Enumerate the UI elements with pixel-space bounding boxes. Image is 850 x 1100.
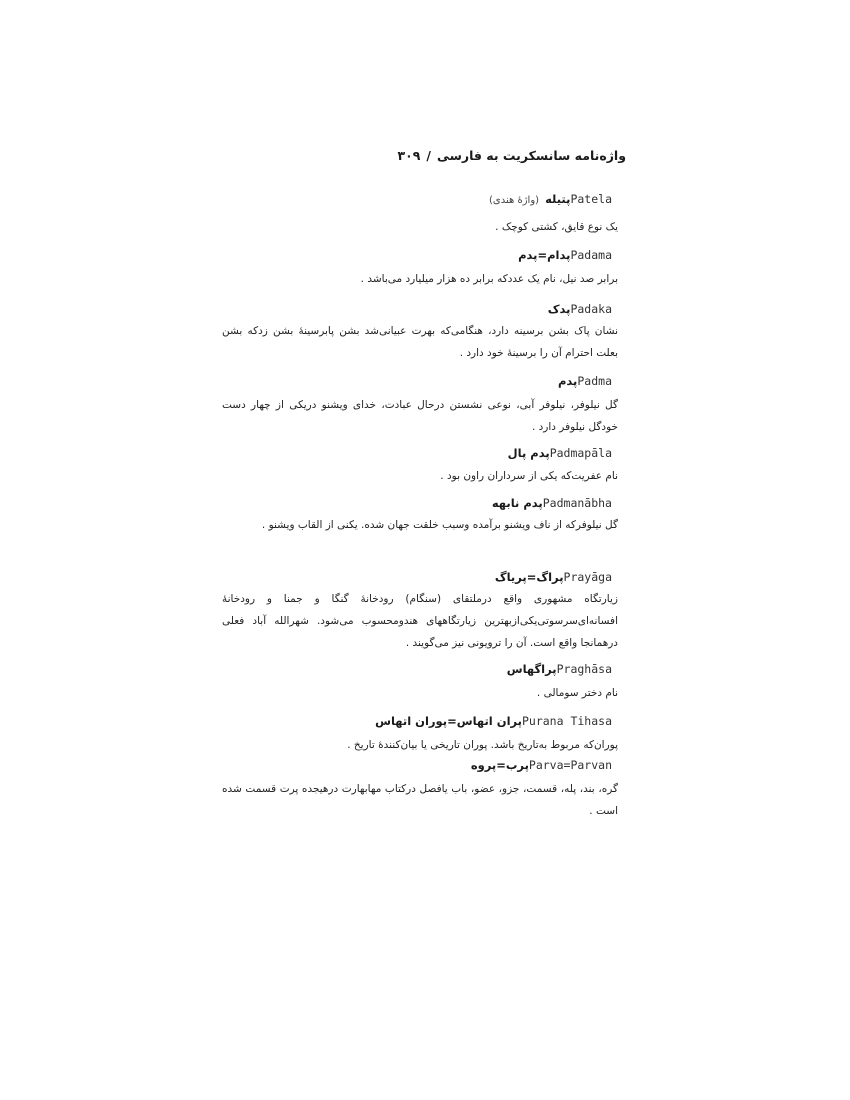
entry-definition: گل نیلوفرکه از ناف ویشنو برآمده وسبب خلقت جهان شده. یکنی از القاب ویشنو . (261, 519, 618, 531)
entry-headword: پدام=پدم (518, 248, 571, 262)
entry-definition: یک نوع قایق، کشتی کوچک . (495, 221, 618, 233)
entry-headword: پراگ=پریاگ (494, 570, 564, 584)
entry-headword: پران اتهاس=پوران اتهاس (375, 714, 522, 728)
book-title: واژه‌نامه سانسکریت به فارسی (436, 148, 626, 163)
entry-note: (واژهٔ هندی) (489, 195, 540, 206)
entry-headword-line (495, 568, 626, 586)
entry-headword-line (471, 756, 626, 774)
entry-latin: Padaka (570, 302, 612, 316)
entry-definition: برابر صد نیل، نام یک عددکه برابر ده هزار میلیارد می‌باشد . (360, 273, 618, 285)
entry-headword-line (489, 190, 626, 208)
entry-headword: پتیله (545, 192, 571, 206)
entry-definition: گل نیلوفر، نیلوفر آبی، نوعی نشستن درحال عبادت، خدای ویشنو دریکی از چهار دست خودگل نیلوفر دارد . (222, 399, 618, 433)
entry-headword-line (492, 494, 626, 512)
header-separator: / (426, 148, 431, 163)
entry-headword-line (518, 246, 626, 264)
entry-latin: Parva=Parvan (528, 758, 612, 772)
entry-headword: پدک (547, 302, 571, 316)
entry-definition: گره، بند، پله، قسمت، جزو، عضو، باب یافصل درکتاب مهابهارت درهیجده پرت قسمت شده است . (222, 783, 618, 817)
entry-definition: نام دختر سومالی . (536, 687, 618, 699)
entry-latin: Padma (577, 374, 612, 388)
entry-headword-line (508, 444, 626, 462)
entry-definition: نشان پاک بشن برسینه دارد، هنگامی‌که بهرت عبیانی‌شد بشن پابرسینهٔ بشن زدکه بشن بعلت احترام آن را برسینهٔ خود دارد . (222, 325, 618, 359)
running-header (228, 148, 626, 170)
entry-definition: پوران‌که مربوط به‌تاریخ باشد. پوران تاریخی یا بیان‌کنندهٔ تاریخ . (347, 739, 618, 751)
entry-headword: پرب=پروه (470, 758, 529, 772)
entry-headword-line (375, 712, 626, 730)
entry-headword: پدم (557, 374, 578, 388)
entry-definition: زیارتگاه مشهوری واقع درملتقای (سنگام) رودخانهٔ گنگا و جمنا و رودخانهٔ افسانه‌ای‌سرسوتی‌یکی‌ازبهترین زیارتگاههای هندومحسوب می‌شود. شهرالله آباد فعلی درهمانجا واقع است. آن را ترویونی نیز می‌گویند . (222, 593, 618, 649)
entry-headword-line (548, 300, 626, 318)
entry-latin: Patela (570, 192, 612, 206)
entry-headword: پدم پال (507, 446, 550, 460)
entry-latin: Purana Tihasa (521, 714, 612, 728)
entry-latin: Padmapāla (549, 446, 612, 460)
entry-headword: پراگهاس (506, 662, 557, 676)
entry-headword-line (558, 372, 626, 390)
entry-latin: Praghāsa (556, 662, 612, 676)
entry-latin: Padama (570, 248, 612, 262)
entry-latin: Padmanābha (542, 496, 612, 510)
entry-headword-line (507, 660, 626, 678)
entry-latin: Prayāga (563, 570, 612, 584)
entry-headword: پدم نابهه (491, 496, 543, 510)
page-number: ۳۰۹ (397, 148, 421, 163)
entry-definition: نام عفریت‌که یکی از سرداران راون بود . (440, 470, 618, 482)
